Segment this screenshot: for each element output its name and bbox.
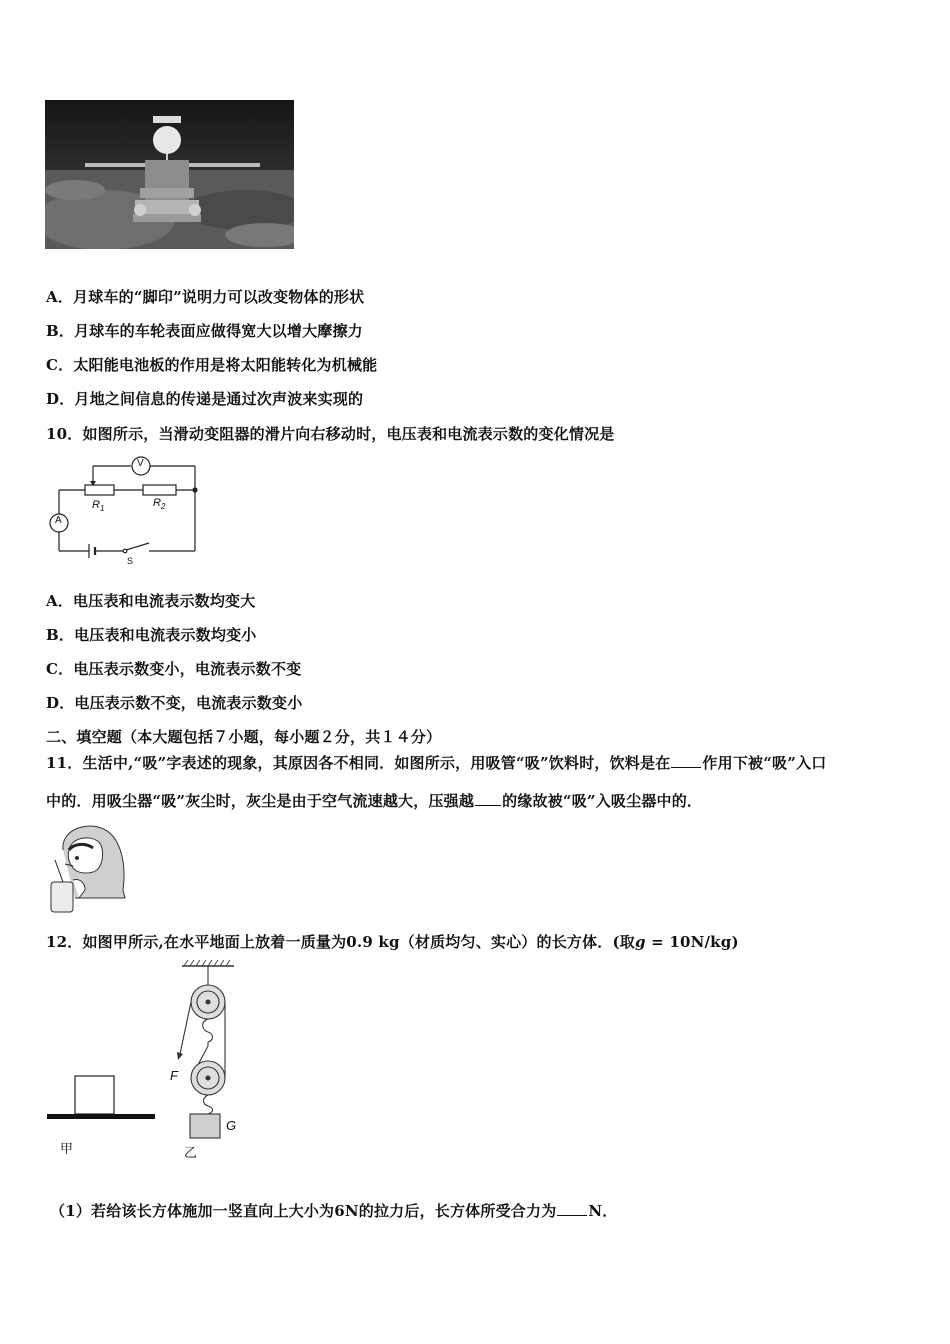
- switch-label: S: [127, 556, 134, 566]
- section-2-heading: 二、填空题（本大题包括７小题，每小题２分，共１４分）: [46, 728, 442, 746]
- figure-yi-pulley: [168, 958, 248, 1144]
- q9-option-c: C．太阳能电池板的作用是将太阳能转化为机械能: [46, 356, 378, 374]
- q11-line-1: 11．生活中,“吸”字表述的现象，其原因各不相同．如图所示，用吸管“吸”饮料时，饮料是在 作用下被“吸”入口: [46, 754, 827, 772]
- q12-blank-1[interactable]: [557, 1201, 587, 1216]
- child-drinking-illustration: [45, 820, 127, 916]
- q10-option-c: C．电压表示数变小，电流表示数不变: [46, 660, 302, 678]
- q10-option-b: B．电压表和电流表示数均变小: [46, 626, 257, 644]
- weight-label: G: [226, 1118, 237, 1133]
- q11-line-2: 中的．用吸尘器“吸”灰尘时，灰尘是由于空气流速越大，压强越 的缘故被“吸”入吸尘器中的．: [46, 792, 703, 810]
- figure-yi-label: 乙: [184, 1145, 198, 1160]
- q9-option-d: D．月地之间信息的传递是通过次声波来实现的: [46, 390, 364, 408]
- r1-label: $R_1$: [92, 499, 105, 514]
- q10-option-a: A．电压表和电流表示数均变大: [46, 592, 256, 610]
- ammeter-label: A: [55, 515, 62, 526]
- figure-jia-block: [45, 1072, 157, 1122]
- lunar-rover-photo: [45, 100, 294, 249]
- voltmeter-label: V: [137, 458, 144, 469]
- q9-option-a: A．月球车的“脚印”说明力可以改变物体的形状: [46, 288, 365, 306]
- q11-blank-1[interactable]: [671, 753, 701, 768]
- q9-option-b: B．月球车的车轮表面应做得宽大以增大摩擦力: [46, 322, 363, 340]
- force-label: F: [170, 1068, 178, 1083]
- q11-blank-2[interactable]: [475, 791, 501, 806]
- q12-stem: 12．如图甲所示,在水平地面上放着一质量为0.9 kg（材质均匀、实心）的长方体．(取g = 10N/kg): [46, 933, 739, 951]
- q10-option-d: D．电压表示数不变，电流表示数变小: [46, 694, 303, 712]
- q12-sub-1: （1）若给该长方体施加一竖直向上大小为6N的拉力后，长方体所受合力为 N．: [50, 1202, 618, 1220]
- r2-label: $R_2$: [153, 497, 166, 512]
- q10-stem: 10．如图所示，当滑动变阻器的滑片向右移动时，电压表和电流表示数的变化情况是: [46, 425, 615, 443]
- figure-jia-label: 甲: [60, 1141, 74, 1156]
- circuit-diagram: [45, 452, 205, 570]
